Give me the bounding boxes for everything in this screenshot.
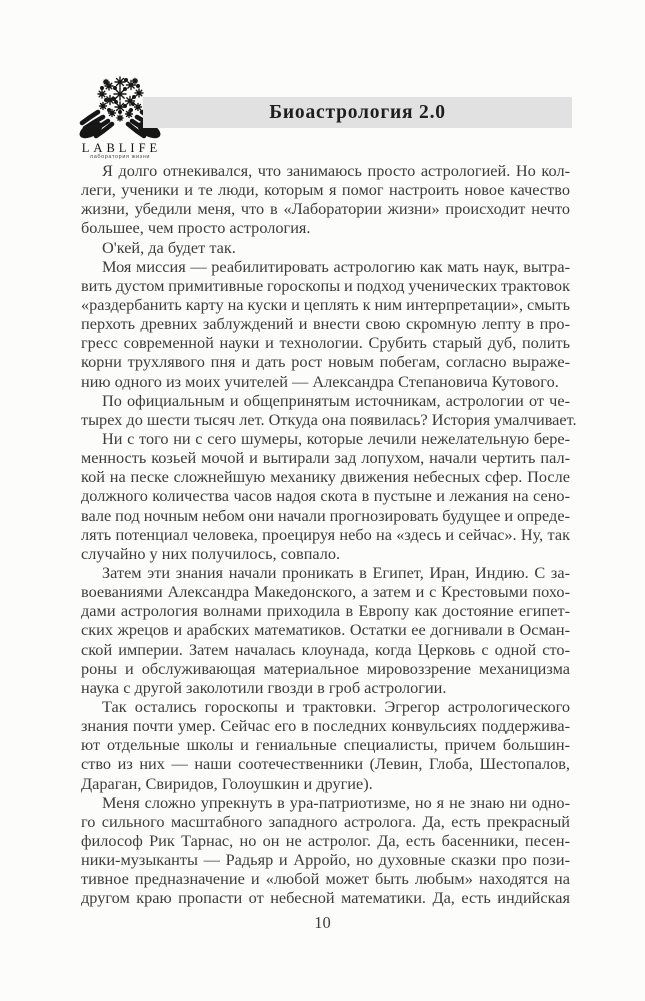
text-line: О'кей, да будет так. [102,237,236,257]
logo-tagline: лаборатория жизни [89,154,151,160]
text-line: дами астрология волнами приходила в Европу как достояние египет- [81,601,570,621]
text-line: кой на песке сложнейшую механику движения небесных сфер. После [81,467,570,487]
text-line: роны и обслуживающая материальное мировоззрение механицизма [81,658,570,678]
text-line: тивное предназначение и «любой может быть любым» находятся на [81,869,570,889]
text-line: перхоть древних заблуждений и внести свою скромную лепту в про- [81,314,570,334]
text-line: леги, ученики и те люди, которым я помог настроить новое качество [81,180,570,200]
text-line: Затем эти знания начали проникать в Египет, Иран, Индию. С за- [102,562,570,582]
text-line: случайно у них получилось, совпало. [81,543,341,563]
text-line: должного количества часов надоя скота в пустыне и лежания на сено- [81,486,570,506]
text-line: Дараган, Свиридов, Голоушкин и другие). [81,773,373,793]
text-line: воеваниями Александра Македонского, а затем и с Крестовыми похо- [81,582,570,602]
text-line: Я долго отнекивался, что занимаюсь просто астрологией. Но кол- [102,161,570,180]
text-line: По официальным и общепринятым источникам, астрологии от че- [102,390,570,410]
text-line: жизни, убедили меня, что в «Лаборатории жизни» происходит нечто [81,199,570,219]
text-line: ских жрецов и арабских математиков. Остатки ее догнивали в Осман- [81,620,570,640]
chapter-header-bar [143,97,572,128]
text-line: корни трухлявого пня и дать рост новым побегам, согласно выраже- [81,352,570,372]
text-line: тырех до шести тысяч лет. Откуда она появилась? История умалчивает. [81,409,577,429]
text-line: «раздербанить карту на куски и цеплять к ним интерпретации», смыть [81,294,570,314]
chapter-title: Биоастрология 2.0 [269,102,446,123]
text-line: наука с другой заколотили гвозди в гроб астрологии. [81,677,447,697]
text-line: ской империи. Затем началась клоунада, когда Церковь с одной сто- [81,639,570,659]
text-line: вале под ночным небом они начали прогнозировать будущее и опреде- [81,505,570,525]
text-line: большее, чем просто астрология. [81,218,311,238]
text-line: нию одного из моих учителей — Александра Степановича Кутового. [81,371,559,391]
text-line: Моя миссия — реабилитировать астрологию как мать наук, вытра- [102,256,570,276]
text-line: гресс современной науки и технологии. Срубить старый дуб, полить [81,333,570,353]
logo-wordmark: LABLIFE [81,141,162,155]
text-line: вить дустом примитивные гороскопы и подход ученических трактовок [81,275,570,295]
text-line: ют отдельные школы и гениальные специалисты, причем большин- [81,735,570,755]
text-line: Меня сложно упрекнуть в ура-патриотизме, но я не знаю ни одно- [102,792,570,812]
page-number: 10 [314,913,331,932]
text-line: другом краю пропасти от небесной математики. Да, есть индийская [81,888,570,908]
text-line: Так остались гороскопы и трактовки. Эгрегор астрологического [102,696,570,716]
text-line: го сильного масштабного западного астролога. Да, есть прекрасный [81,811,570,831]
text-line: Ни с того ни с сего шумеры, которые лечили нежелательную бере- [102,428,570,448]
text-line: лять потенциал человека, проецируя небо на «здесь и сейчас». Ну, так [81,524,570,544]
text-line: ники-музыканты — Радьяр и Арройо, но духовные сказки про пози- [81,850,570,870]
text-line: знания почти умер. Сейчас его в последних конвульсиях поддержива- [81,716,570,736]
body-text [81,161,577,908]
text-line: философ Рик Тарнас, но он не астролог. Да, есть басенники, песен- [81,830,570,850]
text-line: менность козьей мочой и вытирали зад лопухом, начали чертить пал- [81,448,570,468]
text-line: ство из них — наши соотечественники (Левин, Глоба, Шестопалов, [81,754,570,774]
